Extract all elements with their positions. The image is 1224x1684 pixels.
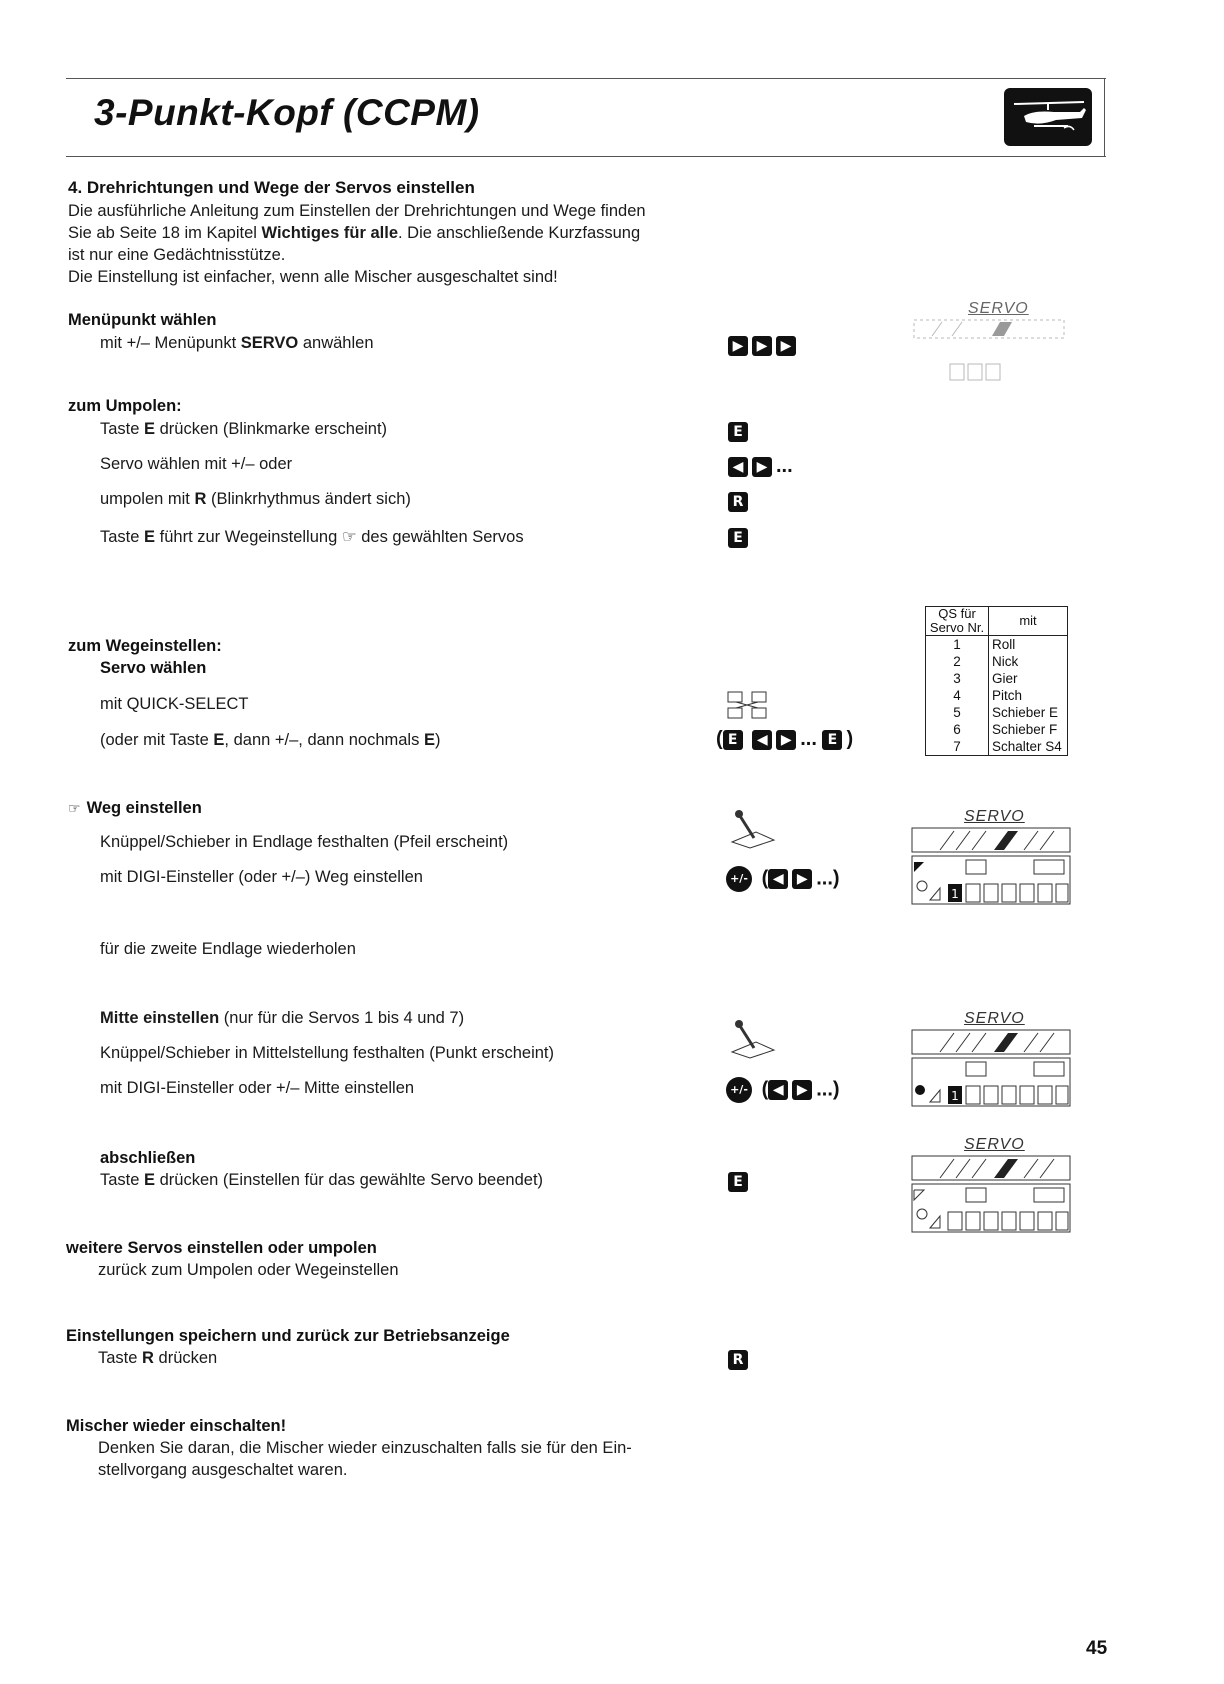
menu-step-title: Menüpunkt wählen	[68, 311, 217, 329]
lcd-title: SERVO	[968, 300, 1029, 317]
intro-line-4: Die Einstellung ist einfacher, wenn alle Mischer ausgeschaltet sind!	[68, 268, 558, 286]
mitte-keys: +/- ( ◀ ▶ ...)	[726, 1077, 840, 1103]
page-number: 45	[1086, 1638, 1108, 1659]
lcd-title: SERVO	[964, 1010, 1025, 1027]
mischer-line-1: Denken Sie daran, die Mischer wieder einzuschalten falls sie für den Ein-	[98, 1439, 632, 1457]
wege-keys: ( E ◀ ▶ ... E )	[716, 728, 854, 750]
pointing-hand-icon: ☞	[341, 528, 357, 546]
plus-key-icon: ▶	[792, 869, 812, 889]
minus-key-icon: ◀	[768, 869, 788, 889]
abschliessen-key-e	[728, 1170, 752, 1192]
table-row: 5 Schieber E	[926, 704, 1068, 721]
weitere-title: weitere Servos einstellen oder umpolen	[66, 1239, 377, 1257]
plus-key-icon: ▶	[792, 1080, 812, 1100]
weg-title: ☞ Weg einstellen	[68, 799, 202, 817]
minus-key-icon: ◀	[768, 1080, 788, 1100]
servo-lcd-display	[910, 1028, 1072, 1108]
abschliessen-line-1: Taste E drücken (Einstellen für das gewählte Servo beendet)	[100, 1171, 544, 1189]
umpolen-line-4: Taste E führt zur Wegeinstellung ☞ des gewählten Servos	[100, 528, 524, 546]
svg-text:1: 1	[951, 887, 959, 901]
table-row: 6 Schieber F	[926, 721, 1068, 738]
wege-subtitle: Servo wählen	[100, 659, 207, 677]
umpolen-line-1: Taste E drücken (Blinkmarke erscheint)	[100, 420, 388, 438]
umpolen-key-e	[728, 420, 752, 442]
weg-line-3: für die zweite Endlage wiederholen	[100, 940, 356, 958]
table-row: 2 Nick	[926, 653, 1068, 670]
header-right-rule	[1104, 78, 1105, 156]
e-key-icon: E	[728, 528, 748, 548]
page-title: 3-Punkt-Kopf (CCPM)	[94, 92, 480, 133]
weg-line-1: Knüppel/Schieber in Endlage festhalten (Pfeil erscheint)	[100, 833, 509, 851]
table-row: 4 Pitch	[926, 687, 1068, 704]
minus-key-icon: ◀	[728, 457, 748, 477]
table-row: 3 Gier	[926, 670, 1068, 687]
abschliessen-title: abschließen	[100, 1149, 196, 1167]
speichern-title: Einstellungen speichern und zurück zur Betriebsanzeige	[66, 1327, 510, 1345]
speichern-key-r	[728, 1348, 752, 1370]
r-key-icon: R	[728, 492, 748, 512]
umpolen-key-select: ◀ ▶ ...	[728, 455, 793, 477]
helicopter-icon	[1004, 88, 1092, 146]
table-header-mit: mit	[989, 607, 1068, 636]
plus-key-icon: ▶	[752, 457, 772, 477]
e-key-icon: E	[822, 730, 842, 750]
weitere-line-1: zurück zum Umpolen oder Wegeinstellen	[98, 1261, 399, 1279]
umpolen-title: zum Umpolen:	[68, 397, 182, 415]
mischer-title: Mischer wieder einschalten!	[66, 1417, 287, 1435]
umpolen-key-r	[728, 490, 752, 512]
table-row: 1 Roll	[926, 636, 1068, 654]
servo-lcd-display	[910, 826, 1072, 906]
intro-line-1: Die ausführliche Anleitung zum Einstellen der Drehrichtungen und Wege finden	[68, 202, 646, 220]
plus-key-icon: ▶	[728, 336, 748, 356]
menu-step-line: mit +/– Menüpunkt SERVO anwählen	[100, 334, 374, 352]
umpolen-key-e2	[728, 526, 752, 548]
mischer-line-2: stellvorgang ausgeschaltet waren.	[98, 1461, 348, 1479]
mitte-line-1: Knüppel/Schieber in Mittelstellung festhalten (Punkt erscheint)	[100, 1044, 554, 1062]
plus-key-icon: ▶	[776, 336, 796, 356]
r-key-icon: R	[728, 1350, 748, 1370]
quick-select-icon	[726, 690, 770, 722]
digi-adjuster-icon: +/-	[726, 866, 752, 892]
digi-adjuster-icon: +/-	[726, 1077, 752, 1103]
svg-text:1: 1	[951, 1089, 959, 1103]
menu-keys	[728, 334, 800, 356]
speichern-line-1: Taste R drücken	[98, 1349, 218, 1367]
pointing-hand-icon: ☞	[68, 800, 81, 816]
wege-title: zum Wegeinstellen:	[68, 637, 222, 655]
wege-line-1: mit QUICK-SELECT	[100, 695, 249, 713]
wege-line-2: (oder mit Taste E, dann +/–, dann nochmals E)	[100, 731, 441, 749]
header-top-rule	[66, 78, 1106, 79]
minus-key-icon: ◀	[752, 730, 772, 750]
weg-keys: +/- ( ◀ ▶ ...)	[726, 866, 840, 892]
table-row: 7 Schalter S4	[926, 738, 1068, 756]
e-key-icon: E	[728, 1172, 748, 1192]
umpolen-line-2: Servo wählen mit +/– oder	[100, 455, 293, 473]
e-key-icon: E	[728, 422, 748, 442]
servo-lcd-display	[910, 1154, 1072, 1234]
stick-icon	[726, 1018, 778, 1060]
plus-key-icon: ▶	[776, 730, 796, 750]
intro-line-2: Sie ab Seite 18 im Kapitel Wichtiges für alle. Die anschließende Kurzfassung	[68, 224, 641, 242]
intro-line-3: ist nur eine Gedächtnisstütze.	[68, 246, 286, 264]
quick-select-table	[925, 606, 1068, 756]
lcd-title: SERVO	[964, 808, 1025, 825]
e-key-icon: E	[723, 730, 743, 750]
weg-line-2: mit DIGI-Einsteller (oder +/–) Weg einstellen	[100, 868, 423, 886]
mitte-title: Mitte einstellen (nur für die Servos 1 bis 4 und 7)	[100, 1009, 465, 1027]
umpolen-line-3: umpolen mit R (Blinkrhythmus ändert sich)	[100, 490, 411, 508]
stick-icon	[726, 808, 778, 850]
servo-lcd-display	[912, 318, 1074, 398]
table-header-row	[926, 607, 1068, 636]
lcd-title: SERVO	[964, 1136, 1025, 1153]
mitte-line-2: mit DIGI-Einsteller oder +/– Mitte einstellen	[100, 1079, 415, 1097]
header-bottom-rule	[66, 156, 1106, 157]
table-header-servo: QS für Servo Nr.	[926, 607, 989, 636]
plus-key-icon: ▶	[752, 336, 772, 356]
section-heading: 4. Drehrichtungen und Wege der Servos einstellen	[68, 178, 475, 197]
